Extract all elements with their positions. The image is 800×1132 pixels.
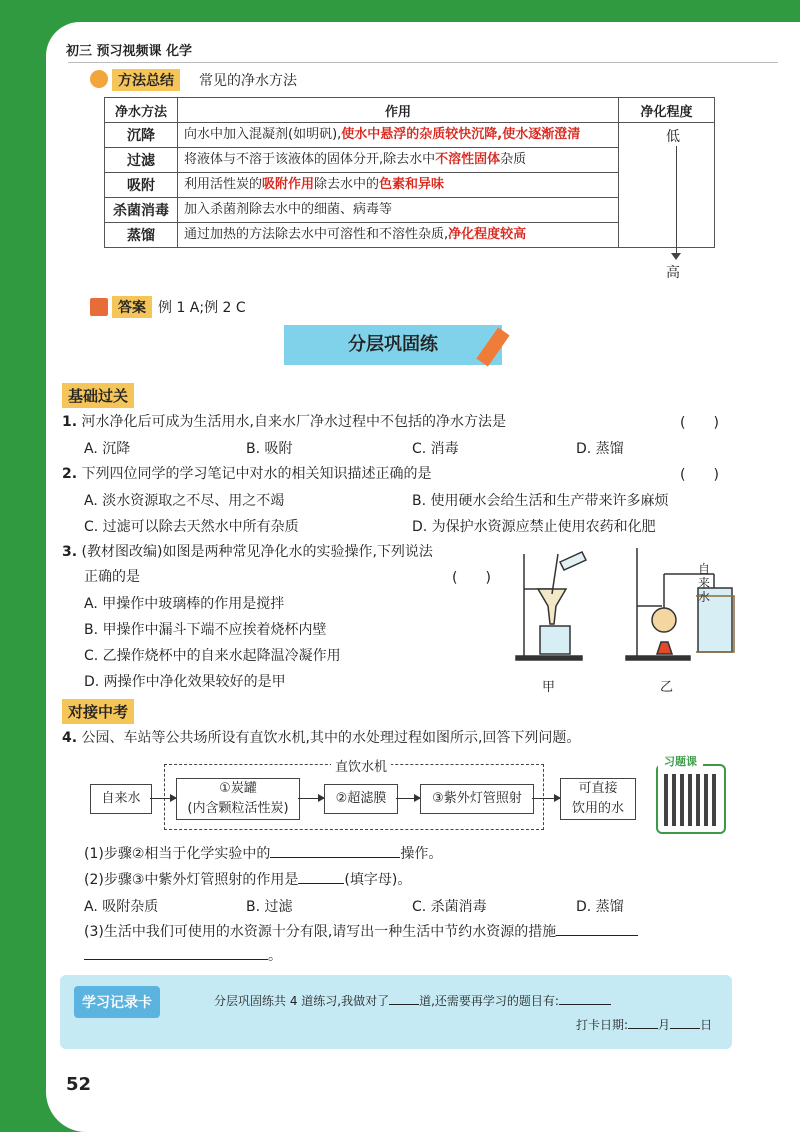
sub-q-text: 。 [268, 948, 282, 964]
answer-paren: ( ) [452, 570, 491, 586]
method-summary-subtitle: 常见的净水方法 [199, 73, 297, 89]
step-1-title: ①炭罐 [219, 781, 257, 796]
method-summary-icon [90, 70, 108, 88]
record-card-text [214, 992, 611, 1009]
answer-blank[interactable] [298, 883, 344, 884]
arrow-down-icon [671, 253, 681, 260]
record-card [60, 975, 732, 1049]
record-card-label: 学习记录卡 [74, 986, 160, 1018]
arrow-right-icon [532, 798, 560, 799]
page [46, 22, 800, 1132]
method-name: 吸附 [105, 173, 178, 198]
option: B. 使用硬水会给生活和生产带来许多麻烦 [412, 493, 669, 509]
flow-step-3: ③紫外灯管照射 [420, 784, 534, 814]
sub-question-3-cont [84, 946, 282, 966]
col-header-degree: 净化程度 [619, 98, 715, 123]
effect-text: 利用活性炭的 [184, 177, 263, 192]
distillation-apparatus [626, 548, 734, 660]
question-4 [62, 728, 580, 748]
arrow-right-icon [298, 798, 324, 799]
question-text: (教材图改编)如图是两种常见净化水的实验操作,下列说法 [81, 544, 433, 560]
answer-blank[interactable] [559, 1004, 611, 1005]
method-effect [178, 223, 619, 248]
answer-blank[interactable] [389, 1004, 419, 1005]
arrow-right-icon [150, 798, 176, 799]
question-1 [62, 412, 752, 432]
option: C. 消毒 [412, 441, 459, 457]
degree-arrow-line [676, 146, 677, 258]
option: A. 甲操作中玻璃棒的作用是搅拌 [84, 596, 285, 612]
section-title-basic: 基础过关 [62, 383, 134, 408]
date-label: 日 [700, 1018, 713, 1032]
option: C. 杀菌消毒 [412, 899, 487, 915]
answer-blank[interactable] [670, 1028, 700, 1029]
figure-label-a: 甲 [542, 680, 556, 695]
answer-blank[interactable] [84, 959, 268, 960]
qr-code-icon[interactable] [664, 774, 716, 826]
method-effect [178, 123, 619, 148]
purification-table [104, 97, 715, 248]
effect-text: 通过加热的方法除去水中可溶性和不溶性杂质, [184, 227, 449, 242]
col-header-effect: 作用 [178, 98, 619, 123]
date-label: 月 [658, 1018, 671, 1032]
card-text: 道,还需要再学习的题目有: [419, 994, 559, 1008]
machine-label: 直饮水机 [331, 756, 391, 775]
method-name: 蒸馏 [105, 223, 178, 248]
effect-text: 向水中加入混凝剂(如明矾), [184, 127, 342, 142]
effect-highlight: 不溶性固体 [435, 152, 501, 167]
table-row [105, 123, 715, 148]
option: D. 两操作中净化效果较好的是甲 [84, 674, 286, 690]
question-number: 4. [62, 730, 78, 746]
sub-q-text: (1)步骤②相当于化学实验中的 [84, 846, 271, 862]
section-title-exam: 对接中考 [62, 699, 134, 724]
question-text: 河水净化后可成为生活用水,自来水厂净水过程中不包括的净水方法是 [81, 414, 506, 430]
figure-label-b: 乙 [660, 680, 674, 695]
end-line-2: 饮用的水 [571, 801, 624, 816]
question-2 [62, 464, 432, 484]
effect-highlight: 色素和异味 [379, 177, 445, 192]
method-effect [178, 173, 619, 198]
filtration-apparatus [516, 552, 586, 660]
method-summary-label: 方法总结 [112, 69, 180, 91]
option: B. 甲操作中漏斗下端不应挨着烧杯内壁 [84, 622, 327, 638]
option: C. 过滤可以除去天然水中所有杂质 [84, 519, 299, 535]
question-3 [62, 542, 433, 562]
option: D. 为保护水资源应禁止使用农药和化肥 [412, 519, 656, 535]
effect-text: 除去水中的 [314, 177, 380, 192]
sub-q-text: 操作。 [400, 846, 443, 862]
question-number: 2. [62, 466, 78, 482]
answer-blank[interactable] [556, 935, 638, 936]
effect-highlight: 净化程度较高 [448, 227, 527, 242]
effect-text: 杂质 [500, 152, 527, 167]
header-divider [68, 62, 778, 63]
method-name: 杀菌消毒 [105, 198, 178, 223]
tap-water-label: 自来水 [698, 562, 711, 604]
flow-step-2: ②超滤膜 [324, 784, 398, 814]
option: A. 淡水资源取之不尽、用之不竭 [84, 493, 285, 509]
question-text-cont: 正确的是 [84, 569, 140, 585]
qr-label: 习题课 [658, 753, 703, 769]
method-name: 过滤 [105, 148, 178, 173]
question-text: 公园、车站等公共场所设有直饮水机,其中的水处理过程如图所示,回答下列问题。 [81, 730, 581, 746]
arrow-right-icon [396, 798, 420, 799]
end-line-1: 可直接 [578, 781, 618, 796]
answer-blank[interactable] [270, 857, 400, 858]
record-card-date [576, 1016, 712, 1033]
sub-question-3 [84, 922, 638, 942]
sub-q-text: (填字母)。 [344, 872, 412, 888]
q3-figures [512, 544, 762, 674]
option: A. 吸附杂质 [84, 899, 159, 915]
answer-paren: ( ) [680, 467, 719, 483]
option: D. 蒸馏 [576, 441, 624, 457]
degree-low: 低 [666, 129, 680, 145]
header-title: 初三 预习视频课 化学 [66, 44, 193, 59]
sub-question-1 [84, 844, 442, 864]
option: D. 蒸馏 [576, 899, 624, 915]
degree-high: 高 [666, 265, 680, 281]
option: C. 乙操作烧杯中的自来水起降温冷凝作用 [84, 648, 341, 664]
step-1-detail: (内含颗粒活性炭) [187, 801, 289, 816]
question-number: 1. [62, 414, 78, 430]
effect-highlight: 使水中悬浮的杂质较快沉降,使水逐渐澄清 [341, 127, 581, 142]
card-text: 分层巩固练共 4 道练习,我做对了 [214, 994, 390, 1008]
effect-highlight: 吸附作用 [262, 177, 315, 192]
answer-text: 例 1 A;例 2 C [158, 300, 246, 316]
page-number: 52 [66, 1074, 92, 1095]
flow-start: 自来水 [90, 784, 152, 814]
question-number: 3. [62, 544, 78, 560]
sub-q-text: (2)步骤③中紫外灯管照射的作用是 [84, 872, 299, 888]
sub-question-2 [84, 870, 411, 890]
answer-icon [90, 298, 108, 316]
method-effect [178, 148, 619, 173]
method-effect: 加入杀菌剂除去水中的细菌、病毒等 [178, 198, 619, 223]
option: B. 吸附 [246, 441, 293, 457]
answer-blank[interactable] [628, 1028, 658, 1029]
effect-text: 将液体与不溶于该液体的固体分开,除去水中 [184, 152, 436, 167]
sub-q-text: (3)生活中我们可使用的水资源十分有限,请写出一种生活中节约水资源的措施 [84, 924, 557, 940]
answer-paren: ( ) [680, 415, 719, 431]
option: B. 过滤 [246, 899, 293, 915]
flow-step-1 [176, 778, 300, 820]
col-header-method: 净水方法 [105, 98, 178, 123]
method-name: 沉降 [105, 123, 178, 148]
flow-end [560, 778, 636, 820]
answer-label: 答案 [112, 296, 152, 318]
question-text: 下列四位同学的学习笔记中对水的相关知识描述正确的是 [81, 466, 432, 482]
option: A. 沉降 [84, 441, 131, 457]
date-label: 打卡日期: [576, 1018, 629, 1032]
section-banner: 分层巩固练 [284, 325, 502, 365]
